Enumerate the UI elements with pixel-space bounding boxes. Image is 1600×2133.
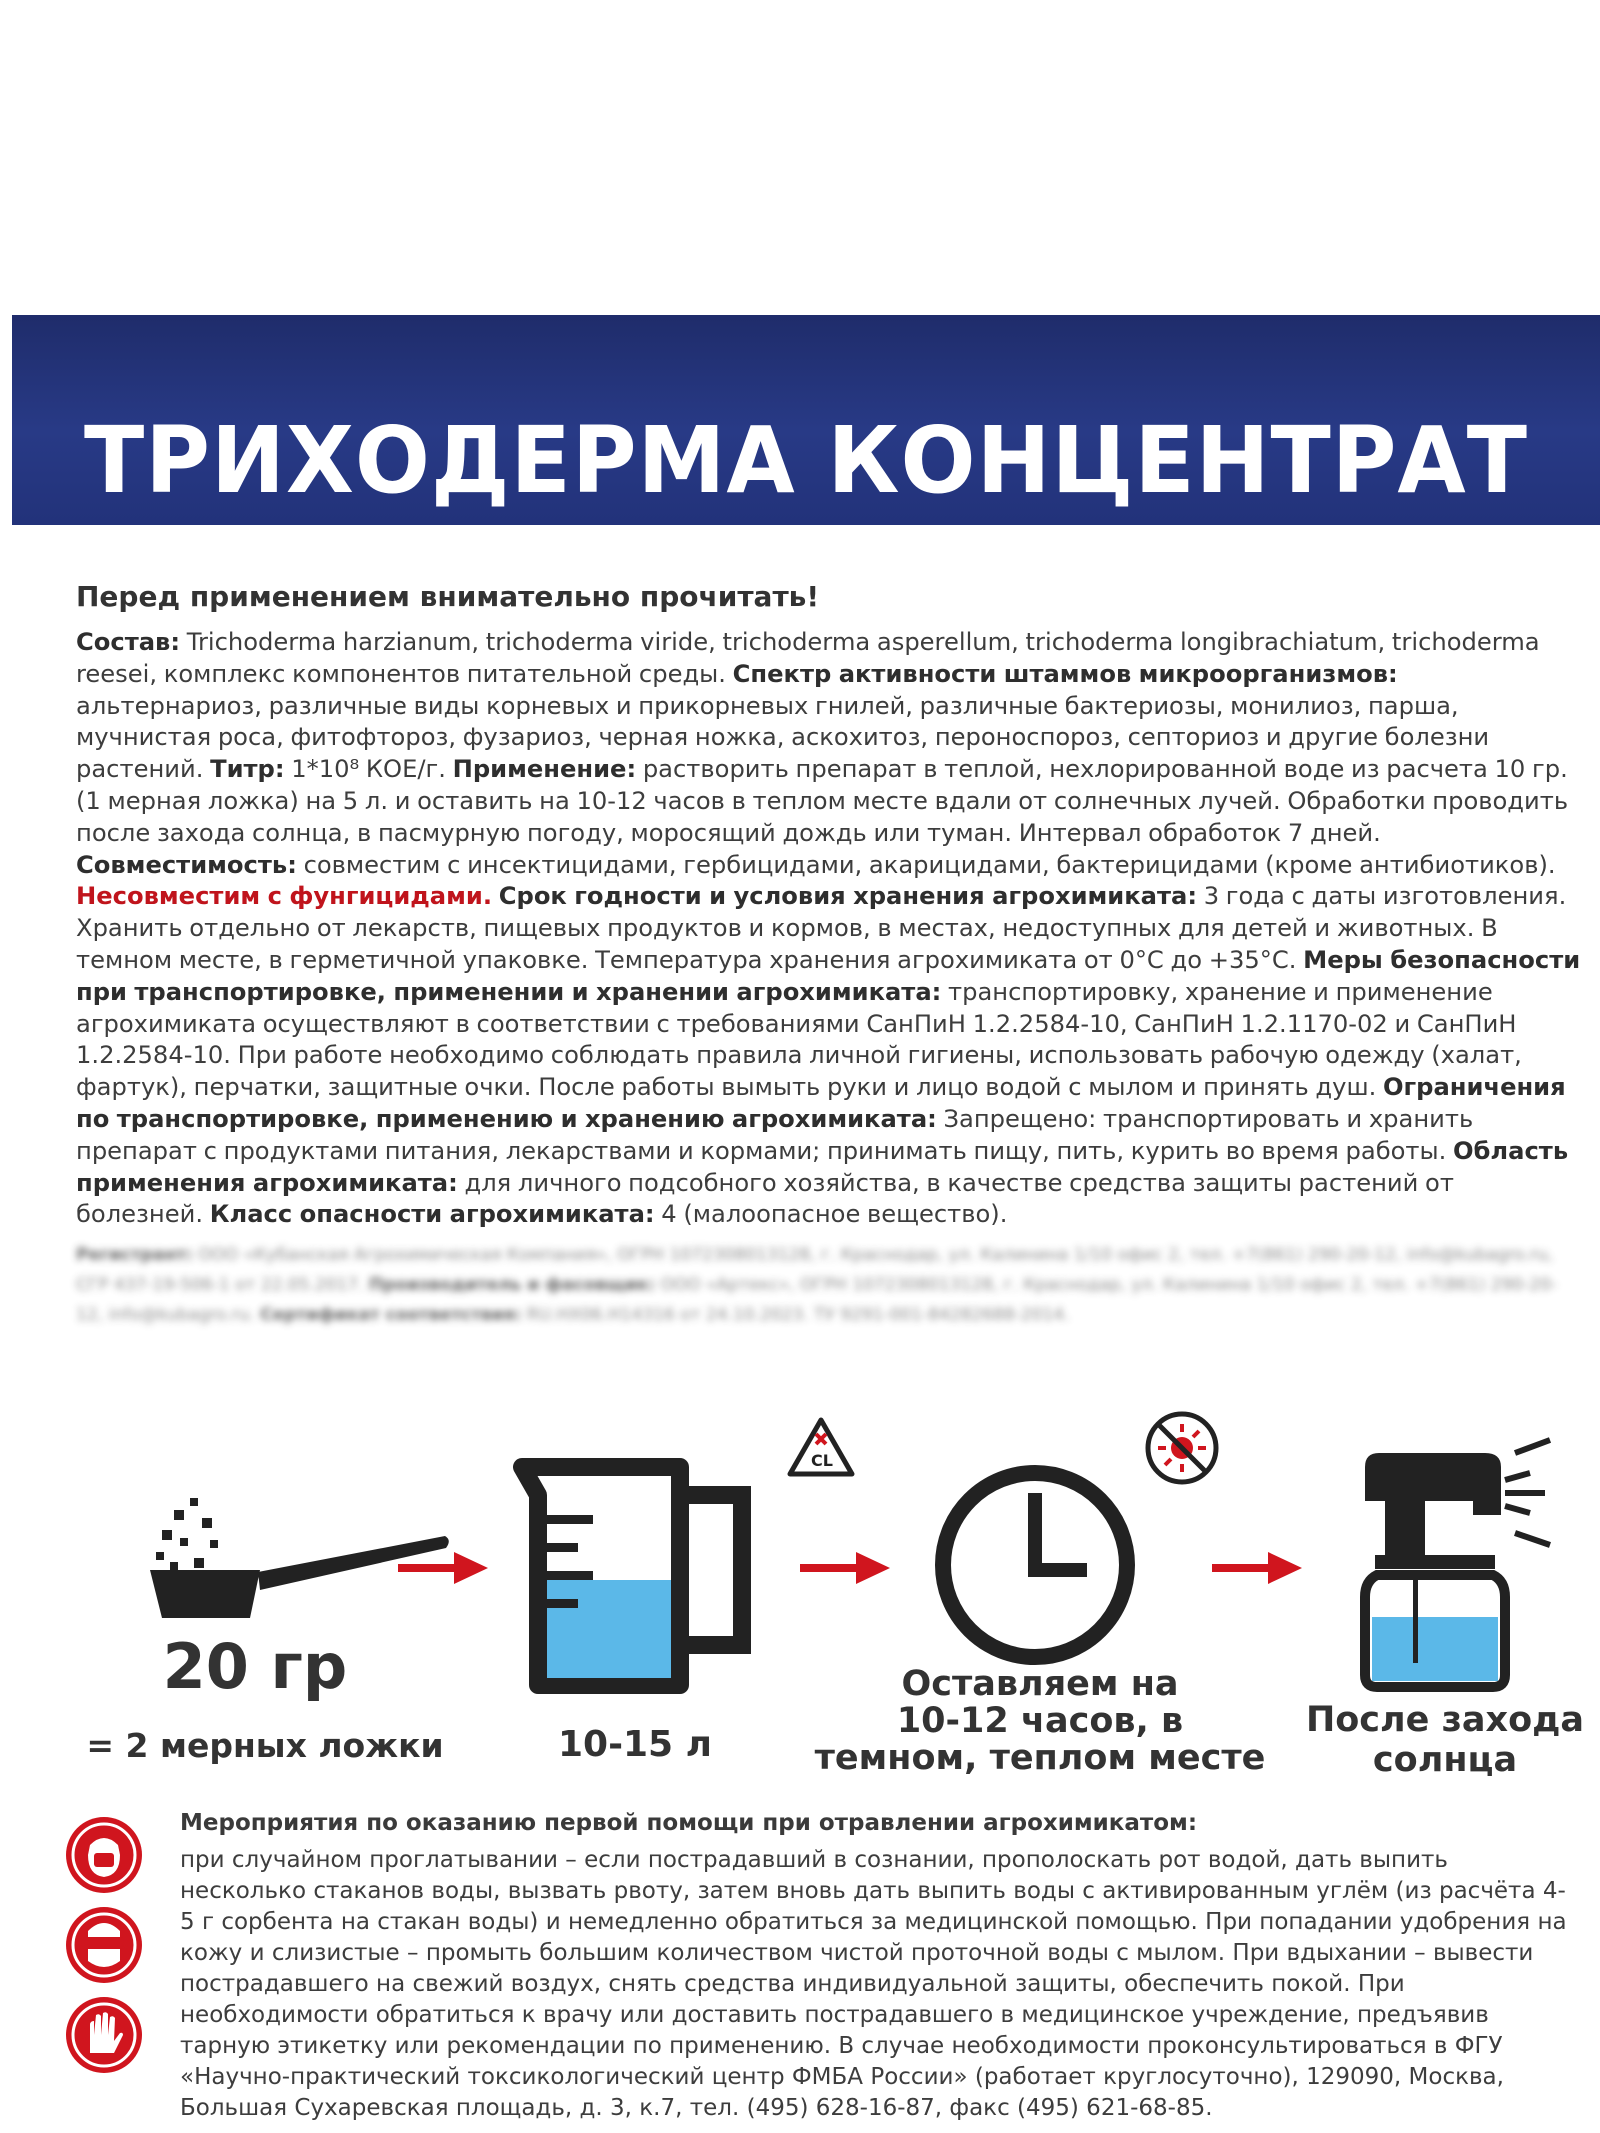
no-chlorine-label: CL (811, 1451, 833, 1470)
body-text-run: альтернариоз, различные виды корневых и прикорневых гнилей, различные бактериозы, монилиоз, парша, мучнистая роса, фитофтороз, фузариоз, черная ножка, аскохитоз, пероноспороз, септориоз и другие болезни растений. (76, 691, 1490, 784)
body-heading-run: Совместимость: (76, 850, 297, 879)
scoop-amount: 20 гр (162, 1630, 348, 1703)
body-heading-run: Несовместим с фунгицидами. (76, 882, 493, 911)
body-text-run: транспортировку, хранение и применение агрохимиката осуществляют в соответствии с требованиями СанПиН 1.2.2584-10, СанПиН 1.2.1170-02 и СанПиН 1.2.2584-10. При работе необходимо соблюдать правила личной гигиены, использовать рабочую одежду (халат, фартук), перчатки, защитные очки. После работы вымыть руки и лицо водой с мылом и принять душ. (76, 977, 1522, 1102)
measuring-jug-icon (510, 1455, 760, 1705)
body-text-run: совместим с инсектицидами, гербицидами, акарицидами, бактерицидами (кроме антибиотиков). (296, 850, 1556, 879)
body-heading-run: Класс опасности агрохимиката: (209, 1200, 655, 1229)
arrow-right-icon (1212, 1548, 1304, 1588)
body-heading-run: Состав: (76, 628, 181, 656)
body-heading-run: Применение: (452, 755, 637, 784)
body-text-run: 3 года с даты изготовления. Хранить отдельно от лекарств, пищевых продуктов и кормов, в местах, недоступных для детей и животных. В темном месте, в герметичной упаковке. Температура хранения агрохимиката от 0°С до +35°С. (76, 882, 1567, 974)
body-text-run: Запрещено: транспортировать и хранить препарат с продуктами питания, лекарствами и кормами; принимать пищу, пить, курить во время работы. (76, 1104, 1474, 1165)
sprayer-caption: После захода солнца (1305, 1700, 1585, 1780)
safety-goggles-icon (64, 1905, 144, 1985)
body-heading-run: Меры безопасности при транспортировке, применении и хранении агрохимиката: (76, 945, 1581, 1006)
scoop-note: = 2 мерных ложки (86, 1726, 444, 1765)
face-mask-icon (64, 1815, 144, 1895)
first-aid-text: при случайном проглатывании – если пострадавший в сознании, прополоскать рот водой, дать выпить несколько стаканов воды, вызвать рвоту, затем вновь дать выпить воды с активированным углём (из расчёта 4-5 г сорбента на стакан воды) и немедленно обратиться за медицинской помощью. При попадании удобрения на кожу и слизистые – промыть большим количеством чистой проточной воды с мылом. При вдыхании – вывести пострадавшего на свежий воздух, снять средства индивидуальной защиты, обеспечить покой. При необходимости обратиться к врачу или доставить пострадавшего в медицинское учреждение, предъявив тарную этикетку или рекомендации по применению. В случае необходимости проконсультироваться в ФГУ «Научно-практический токсикологический центр ФМБА России» (работает круглосуточно), 129090, Москва, Большая Сухаревская площадь, д. 3, к.7, тел. (495) 628-16-87, факс (495) 621-68-85. (180, 1847, 1567, 2121)
body-heading-run: Область применения агрохимиката: (76, 1136, 1569, 1197)
body-heading-run: Титр: (210, 755, 285, 784)
body-text-run (492, 882, 499, 910)
clock-icon (930, 1460, 1140, 1670)
product-title: ТРИХОДЕРМА КОНЦЕНТРАТ (84, 407, 1528, 514)
read-before-use-heading: Перед применением внимательно прочитать! (76, 580, 820, 613)
title-banner (12, 315, 1600, 525)
no-chlorine-icon (786, 1416, 856, 1480)
body-text-run: растворить препарат в теплой, нехлорированной воде из расчета 10 гр. (1 мерная ложка) на 5 л. и оставить на 10-12 часов в теплом месте вдали от солнечных лучей. Обработки проводить после захода солнца, в пасмурную погоду, моросящий дождь или туман. Интервал обработок 7 дней. (76, 755, 1569, 847)
blurred-registration-text: Регистрант: ООО «Кубанская Агрохимическая Компания», ОГРН 1072308013128, г. Краснодар, ул. Калинина 1/10 офис 2, тел. +7(861) 290-20-12, info@kubagro.ru, СГР 437-19-506-1 от 22.05.2017. Производитель и фасовщик: ООО «Артекс», ОГРН 1072308013128, г. Краснодар, ул. Калинина 1/10 офис 2, тел. +7(861) 290-20-12, info@kubagro.ru. Сертификат соответствия: RU.HX06.H14316 от 24.10.2023. ТУ 9291-001-84282688-2014. (76, 1245, 1558, 1325)
jug-volume: 10-15 л (557, 1724, 713, 1765)
no-sun-icon (1142, 1408, 1222, 1488)
label-body-text (76, 627, 1581, 1231)
body-text-run: 1*10⁸ КОЕ/г. (284, 755, 453, 784)
arrow-right-icon (398, 1548, 490, 1588)
protective-gloves-icon (64, 1995, 144, 2075)
clock-caption: Оставляем на 10-12 часов, в темном, теплом месте (814, 1664, 1266, 1778)
body-text-run: 4 (малоопасное вещество). (654, 1200, 1008, 1229)
first-aid-heading: Мероприятия по оказанию первой помощи при отравлении агрохимикатом: (180, 1810, 1198, 1836)
body-heading-run: Срок годности и условия хранения агрохимиката: (498, 882, 1197, 911)
body-heading-run: Ограничения по транспортировке, применению и хранению агрохимиката: (76, 1073, 1566, 1133)
spray-bottle-icon (1355, 1405, 1565, 1695)
arrow-right-icon (800, 1548, 892, 1588)
body-text-run: для личного подсобного хозяйства, в качестве средства защиты растений от болезней. (76, 1168, 1454, 1229)
body-heading-run: Спектр активности штаммов микроорганизмов: (732, 659, 1398, 688)
body-text-run: Trichoderma harzianum, trichoderma viride, trichoderma asperellum, trichoderma longibrachiatum, trichoderma reesei, комплекс компонентов питательной среды. (76, 628, 1540, 688)
